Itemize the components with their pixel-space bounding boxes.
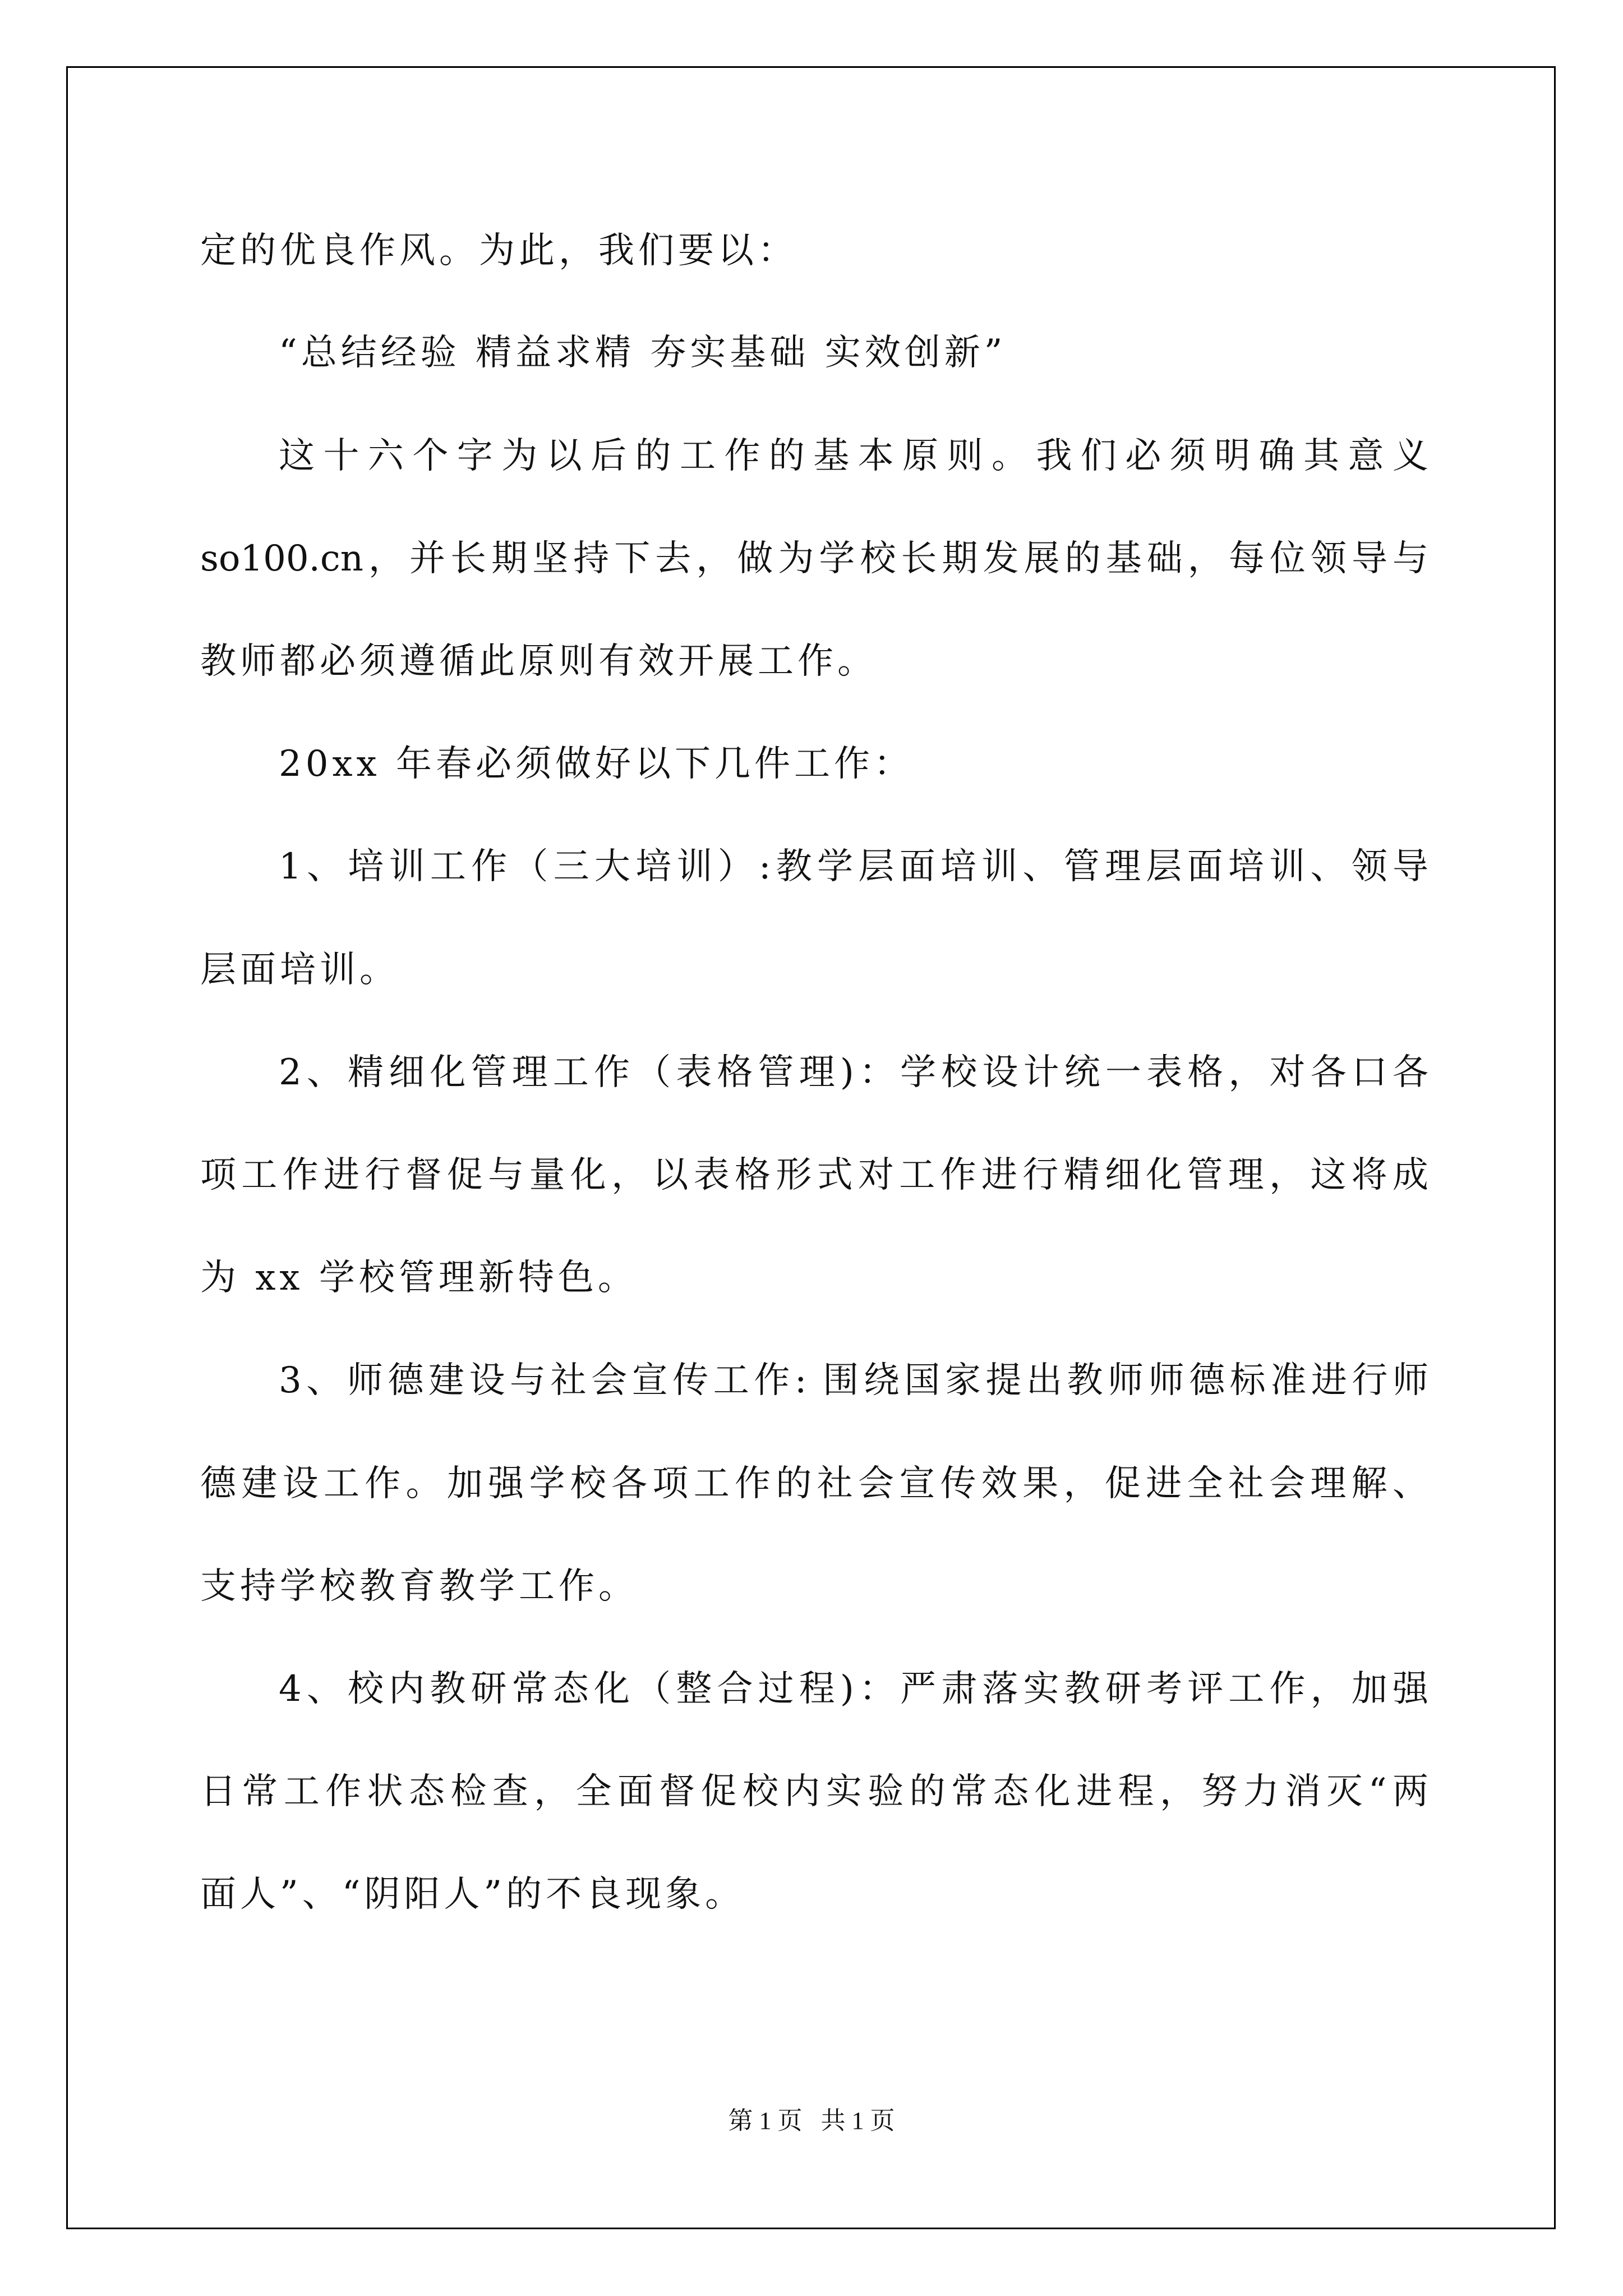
text-line: 面人”、“阴阳人”的不良现象。 [200,1874,745,1915]
text-line: 这十六个字为以后的工作的基本原则。我们必须明确其意义 [279,435,1428,477]
text-line: 层面培训。 [200,949,399,991]
text-line: 4、校内教研常态化（整合过程)：严肃落实教研考评工作，加强 [279,1668,1428,1710]
text-line: 为 xx 学校管理新特色。 [200,1257,638,1299]
text-line: 教师都必须遵循此原则有效开展工作。 [200,641,877,682]
text-line: 德建设工作。加强学校各项工作的社会宣传效果，促进全社会理解、 [200,1463,1428,1504]
text-line: 2、精细化管理工作（表格管理)：学校设计统一表格，对各口各 [279,1052,1428,1093]
text-line: 1、培训工作（三大培训）:教学层面培训、管理层面培训、领导 [279,846,1428,887]
text-line-slogan: “总结经验 精益求精 夯实基础 实效创新” [279,332,1007,374]
text-line: 3、师德建设与社会宣传工作: 围绕国家提出教师师德标准进行师 [279,1360,1428,1401]
text-line: 日常工作状态检查，全面督促校内实验的常态化进程，努力消灭“两 [200,1771,1428,1812]
text-line: 支持学校教育教学工作。 [200,1566,638,1607]
text-line: 项工作进行督促与量化，以表格形式对工作进行精细化管理，这将成 [200,1154,1428,1196]
page-number-footer: 第 1 页 共 1 页 [728,2107,895,2134]
text-line: so100.cn，并长期坚持下去，做为学校长期发展的基础，每位领导与 [200,538,1428,579]
text-line: 20xx 年春必须做好以下几件工作： [279,743,914,785]
text-line: 定的优良作风。为此，我们要以： [200,230,797,272]
